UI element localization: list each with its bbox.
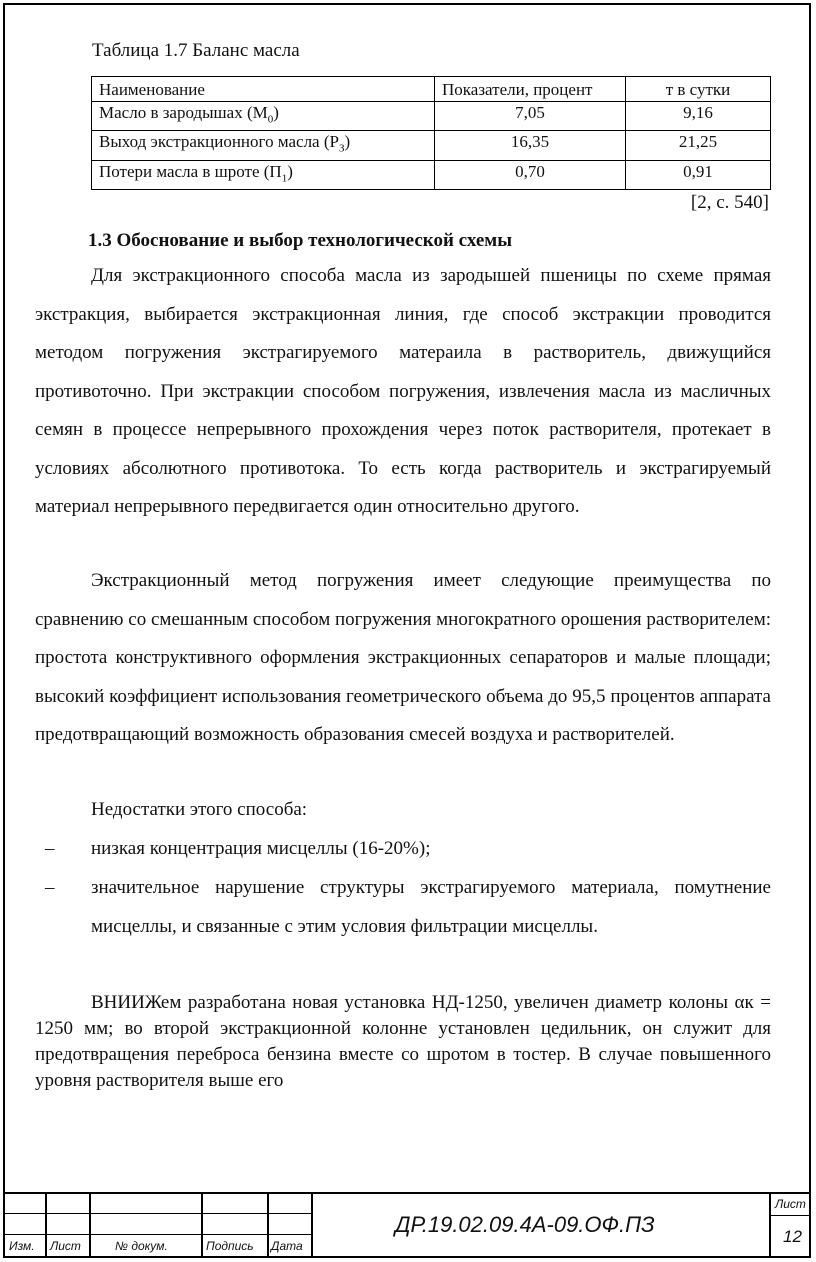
table-row bbox=[92, 160, 771, 189]
stamp-divider bbox=[267, 1192, 269, 1258]
row-percent: 7,05 bbox=[435, 102, 626, 131]
list-item-text: низкая концентрация мисцеллы (16-20%); bbox=[91, 838, 431, 859]
stamp-top-line bbox=[3, 1192, 811, 1194]
stamp-line bbox=[3, 1234, 311, 1235]
row-name: Масло в зародышах $(М_0)$ bbox=[92, 102, 435, 131]
stamp-label-date: Дата bbox=[271, 1239, 303, 1253]
list-item bbox=[35, 830, 771, 869]
header-tons: т в сутки bbox=[626, 77, 771, 102]
paragraph-disadvantages-intro: Недостатки этого способа: bbox=[91, 799, 308, 820]
stamp-line bbox=[3, 1213, 311, 1214]
oil-balance-table bbox=[91, 76, 771, 190]
stamp-divider bbox=[45, 1192, 47, 1258]
bullet-dash: – bbox=[45, 877, 55, 898]
document-code: ДР.19.02.09.4А-09.ОФ.ПЗ bbox=[395, 1212, 655, 1237]
bullet-dash: – bbox=[45, 838, 55, 859]
row-percent: 16,35 bbox=[435, 131, 626, 160]
header-percent: Показатели, процент bbox=[435, 77, 626, 102]
stamp-label-doc-number: № докум. bbox=[115, 1239, 168, 1253]
stamp-divider bbox=[89, 1192, 91, 1258]
sheet-number: 12 bbox=[783, 1227, 802, 1246]
sheet-label: Лист bbox=[775, 1197, 806, 1211]
list-item-text: значительное нарушение структуры экстрагируемого материала, помутнение мисцеллы, и связанные с этим условия фильтрации мисцеллы. bbox=[91, 877, 771, 937]
list-item bbox=[35, 869, 771, 946]
section-heading: 1.3 Обоснование и выбор технологической схемы bbox=[88, 230, 513, 251]
paragraph-installation: ВНИИЖем разработана новая установка НД-1250, увеличен диаметр колоны αк = 1250 мм; во второй экстракционной колонне установлен цедильник, он служит для предотвращения переброса бензина вместе со шротом в тостер. В случае повышенного уровня растворителя выше его bbox=[35, 992, 771, 1091]
stamp-line bbox=[769, 1215, 811, 1216]
table-row bbox=[92, 131, 771, 160]
stamp-divider bbox=[311, 1192, 313, 1258]
table-row bbox=[92, 102, 771, 131]
row-name: Выход экстракционного масла $(Р_З)$ bbox=[92, 131, 435, 160]
row-tons: 9,16 bbox=[626, 102, 771, 131]
row-percent: 0,70 bbox=[435, 160, 626, 189]
stamp-divider bbox=[769, 1192, 771, 1258]
stamp-label-change: Изм. bbox=[9, 1239, 35, 1253]
paragraph-extraction-method: Для экстракционного способа масла из зародышей пшеницы по схеме прямая экстракция, выбирается экстракционная линия, где способ экстракции проводится методом погружения экстрагируемого матерaила в растворитель, движущийся противоточно. При экстракции способом погружения, извлечения масла из масличных семян в процессе непрерывного прохождения через поток растворителя, протекает в условиях абсолютного противотока. То есть когда растворитель и экстрагируемый материал непрерывного передвигается один относительно другого. bbox=[35, 265, 771, 517]
stamp-label-sheet: Лист bbox=[50, 1239, 81, 1253]
paragraph-advantages: Экстракционный метод погружения имеет следующие преимущества по сравнению со смешанным способом погружения многократного орошения растворителем: простота конструктивного оформления экстракционных сепараторов и малые площади; высокий коэффициент использования геометрического объема до 95,5 процентов аппарата предотвращающий возможность образования смесей воздуха и растворителей. bbox=[35, 570, 771, 745]
row-name: Потери масла в шроте $(П_1)$ bbox=[92, 160, 435, 189]
row-tons: 0,91 bbox=[626, 160, 771, 189]
table-reference: [2, с. 540] bbox=[690, 192, 769, 213]
row-tons: 21,25 bbox=[626, 131, 771, 160]
table-title: Таблица 1.7 Баланс масла bbox=[92, 40, 300, 61]
header-name: Наименование bbox=[92, 77, 435, 102]
title-block bbox=[3, 1192, 811, 1258]
stamp-label-signature: Подпись bbox=[206, 1239, 254, 1253]
table-header-row bbox=[92, 77, 771, 102]
stamp-divider bbox=[201, 1192, 203, 1258]
